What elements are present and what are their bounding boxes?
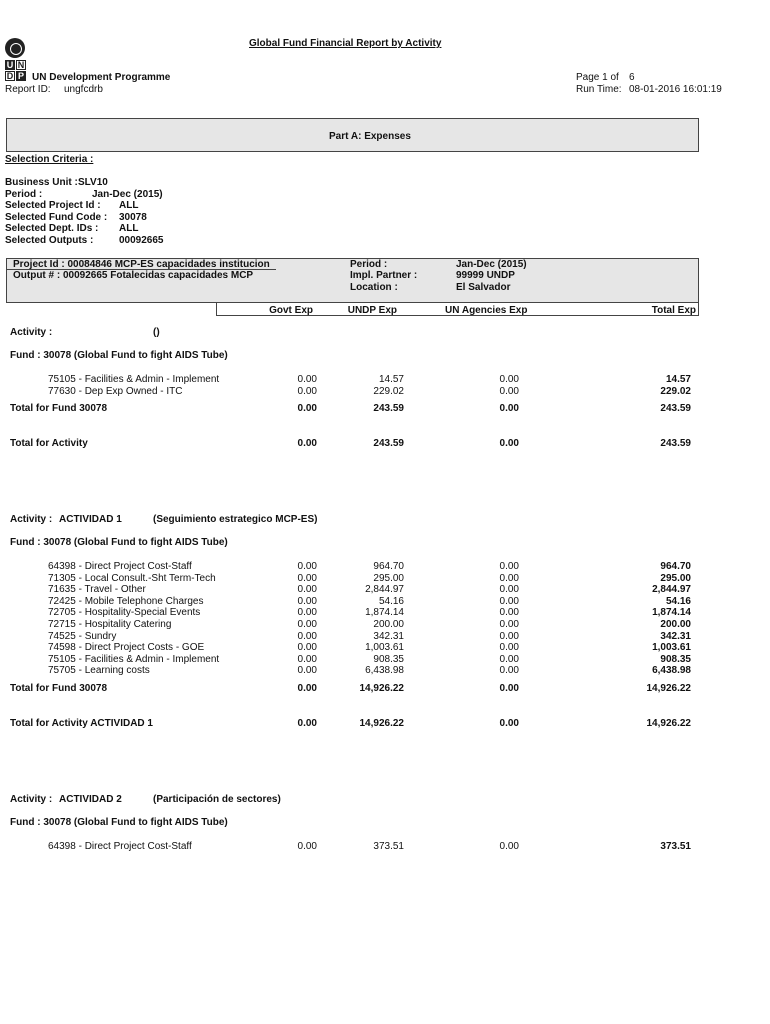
line-govt: 0.00 xyxy=(297,385,317,397)
selection-value: Jan-Dec (2015) xyxy=(92,188,163,200)
line-undp: 6,438.98 xyxy=(365,665,404,677)
selection-value: SLV10 xyxy=(78,177,108,188)
logo-letter-d: D xyxy=(6,71,14,81)
selection-label: Selected Project Id : xyxy=(5,200,101,212)
project-id-line: Project Id : 00084846 MCP-ES capacidades institucion xyxy=(13,259,270,270)
line-agencies: 0.00 xyxy=(499,385,519,397)
line-desc: 75705 - Learning costs xyxy=(48,665,150,677)
line-undp: 229.02 xyxy=(373,385,404,397)
line-undp: 200.00 xyxy=(373,619,404,630)
selection-label: Selected Dept. IDs : xyxy=(5,223,99,235)
activity-total-undp: 14,926.22 xyxy=(359,718,404,729)
fund-total-govt: 0.00 xyxy=(297,403,317,415)
location-value: El Salvador xyxy=(456,282,511,293)
line-govt: 0.00 xyxy=(297,653,317,665)
run-time: 08-01-2016 16:01:19 xyxy=(629,84,722,95)
line-total: 1,874.14 xyxy=(652,607,691,619)
period-label: Period : xyxy=(350,259,388,270)
fund-total-label: Total for Fund 30078 xyxy=(10,683,108,694)
fund-total-total: 14,926.22 xyxy=(646,683,691,694)
line-desc: 71305 - Local Consult.-Sht Term-Tech xyxy=(48,572,216,584)
activity-desc: (Participación de sectores) xyxy=(153,794,281,805)
part-a-heading: Part A: Expenses xyxy=(329,131,411,142)
line-govt: 0.00 xyxy=(297,374,317,385)
line-agencies: 0.00 xyxy=(499,619,519,630)
line-total: 373.51 xyxy=(660,841,691,852)
line-undp: 908.35 xyxy=(373,653,404,665)
period-value: Jan-Dec (2015) xyxy=(456,259,527,270)
line-agencies: 0.00 xyxy=(499,607,519,619)
logo-letter-n: N xyxy=(17,60,25,70)
line-undp: 1,003.61 xyxy=(365,642,404,654)
selection-label: Business Unit : xyxy=(5,177,78,188)
line-govt: 0.00 xyxy=(297,642,317,654)
line-total: 14.57 xyxy=(665,374,691,385)
line-desc: 74525 - Sundry xyxy=(48,630,117,642)
activity-label: Activity : xyxy=(10,514,53,525)
selection-label: Selected Outputs : xyxy=(5,235,94,246)
activity-total-label: Total for Activity ACTIVIDAD 1 xyxy=(10,718,153,729)
line-total: 2,844.97 xyxy=(652,584,691,596)
un-emblem-icon xyxy=(5,38,25,58)
line-total: 342.31 xyxy=(660,630,691,642)
line-govt: 0.00 xyxy=(297,619,317,630)
line-govt: 0.00 xyxy=(297,665,317,677)
line-undp: 1,874.14 xyxy=(365,607,404,619)
location-label: Location : xyxy=(350,282,398,293)
line-undp: 373.51 xyxy=(373,841,404,852)
line-govt: 0.00 xyxy=(297,841,317,852)
col-govt-exp: Govt Exp xyxy=(269,305,313,316)
line-desc: 74598 - Direct Project Costs - GOE xyxy=(48,642,205,654)
activity-name: ACTIVIDAD 1 xyxy=(59,514,122,525)
line-undp: 964.70 xyxy=(373,561,404,572)
line-agencies: 0.00 xyxy=(499,630,519,642)
line-govt: 0.00 xyxy=(297,572,317,584)
line-total: 54.16 xyxy=(665,595,691,607)
line-agencies: 0.00 xyxy=(499,561,519,572)
activity-total-undp: 243.59 xyxy=(373,438,404,450)
line-undp: 2,844.97 xyxy=(365,584,404,596)
activity-label: Activity : xyxy=(10,327,53,338)
output-line: Output # : 00092665 Fotalecidas capacidades MCP xyxy=(13,270,254,281)
selection-value: 30078 xyxy=(119,211,147,223)
logo-letter-u: U xyxy=(6,60,14,70)
line-govt: 0.00 xyxy=(297,595,317,607)
selection-value: 00092665 xyxy=(119,235,164,246)
line-total: 964.70 xyxy=(660,561,691,572)
activity-total-agencies: 0.00 xyxy=(499,438,519,450)
selection-label: Period : xyxy=(5,188,43,200)
partner-value: 99999 UNDP xyxy=(456,270,515,281)
fund-line: Fund : 30078 (Global Fund to fight AIDS Tube) xyxy=(10,350,228,361)
logo-letter-p: P xyxy=(17,71,24,81)
line-agencies: 0.00 xyxy=(499,584,519,596)
line-desc: 77630 - Dep Exp Owned - ITC xyxy=(48,385,183,397)
selection-heading: Selection Criteria : xyxy=(5,154,94,165)
line-agencies: 0.00 xyxy=(499,572,519,584)
line-govt: 0.00 xyxy=(297,584,317,596)
line-agencies: 0.00 xyxy=(499,642,519,654)
line-total: 200.00 xyxy=(660,619,691,630)
run-time-label: Run Time: xyxy=(576,84,622,95)
report-id-label: Report ID: xyxy=(5,84,51,95)
line-desc: 72715 - Hospitality Catering xyxy=(48,619,172,630)
undp-logo xyxy=(5,38,27,81)
selection-value: ALL xyxy=(119,200,139,212)
page-label: Page 1 of xyxy=(576,72,619,83)
line-desc: 72425 - Mobile Telephone Charges xyxy=(48,595,204,607)
activity-total-total: 243.59 xyxy=(660,438,691,450)
line-desc: 71635 - Travel - Other xyxy=(48,584,146,596)
line-desc: 75105 - Facilities & Admin - Implement xyxy=(48,374,220,385)
selection-label: Selected Fund Code : xyxy=(5,211,108,223)
fund-total-agencies: 0.00 xyxy=(499,683,519,694)
line-undp: 295.00 xyxy=(373,572,404,584)
line-undp: 342.31 xyxy=(373,630,404,642)
activity-name: ACTIVIDAD 2 xyxy=(59,794,122,805)
line-desc: 64398 - Direct Project Cost-Staff xyxy=(48,841,192,852)
report-id: ungfcdrb xyxy=(64,84,103,95)
activity-total-total: 14,926.22 xyxy=(646,718,691,729)
activity-total-agencies: 0.00 xyxy=(499,718,519,729)
fund-total-undp: 14,926.22 xyxy=(359,683,404,694)
activity-total-label: Total for Activity xyxy=(10,438,88,450)
line-undp: 14.57 xyxy=(378,374,404,385)
fund-total-label: Total for Fund 30078 xyxy=(10,403,108,415)
line-agencies: 0.00 xyxy=(499,841,519,852)
fund-total-govt: 0.00 xyxy=(297,683,317,694)
selection-value: ALL xyxy=(119,223,139,235)
line-desc: 75105 - Facilities & Admin - Implement xyxy=(48,653,220,665)
line-total: 295.00 xyxy=(660,572,691,584)
line-desc: 72705 - Hospitality-Special Events xyxy=(48,607,201,619)
page-total: 6 xyxy=(629,72,635,83)
activity-desc: (Seguimiento estrategico MCP-ES) xyxy=(153,514,318,525)
line-total: 6,438.98 xyxy=(652,665,691,677)
report-title: Global Fund Financial Report by Activity xyxy=(249,38,442,49)
org-name: UN Development Programme xyxy=(32,72,171,83)
line-total: 908.35 xyxy=(660,653,691,665)
line-govt: 0.00 xyxy=(297,630,317,642)
line-total: 229.02 xyxy=(660,385,691,397)
line-total: 1,003.61 xyxy=(652,642,691,654)
fund-line: Fund : 30078 (Global Fund to fight AIDS Tube) xyxy=(10,537,228,548)
line-agencies: 0.00 xyxy=(499,374,519,385)
line-agencies: 0.00 xyxy=(499,653,519,665)
line-agencies: 0.00 xyxy=(499,595,519,607)
line-undp: 54.16 xyxy=(378,595,404,607)
line-agencies: 0.00 xyxy=(499,665,519,677)
fund-line: Fund : 30078 (Global Fund to fight AIDS Tube) xyxy=(10,817,228,828)
activity-label: Activity : xyxy=(10,794,53,805)
col-undp-exp: UNDP Exp xyxy=(347,305,397,316)
activity-desc: () xyxy=(153,327,160,338)
fund-total-total: 243.59 xyxy=(660,403,691,415)
line-govt: 0.00 xyxy=(297,561,317,572)
fund-total-undp: 243.59 xyxy=(373,403,404,415)
fund-total-agencies: 0.00 xyxy=(499,403,519,415)
line-govt: 0.00 xyxy=(297,607,317,619)
line-desc: 64398 - Direct Project Cost-Staff xyxy=(48,561,192,572)
col-un-agencies-exp: UN Agencies Exp xyxy=(445,305,528,316)
activity-total-govt: 0.00 xyxy=(297,438,317,450)
activity-total-govt: 0.00 xyxy=(297,718,317,729)
partner-label: Impl. Partner : xyxy=(350,270,418,281)
col-total-exp: Total Exp xyxy=(651,305,696,316)
